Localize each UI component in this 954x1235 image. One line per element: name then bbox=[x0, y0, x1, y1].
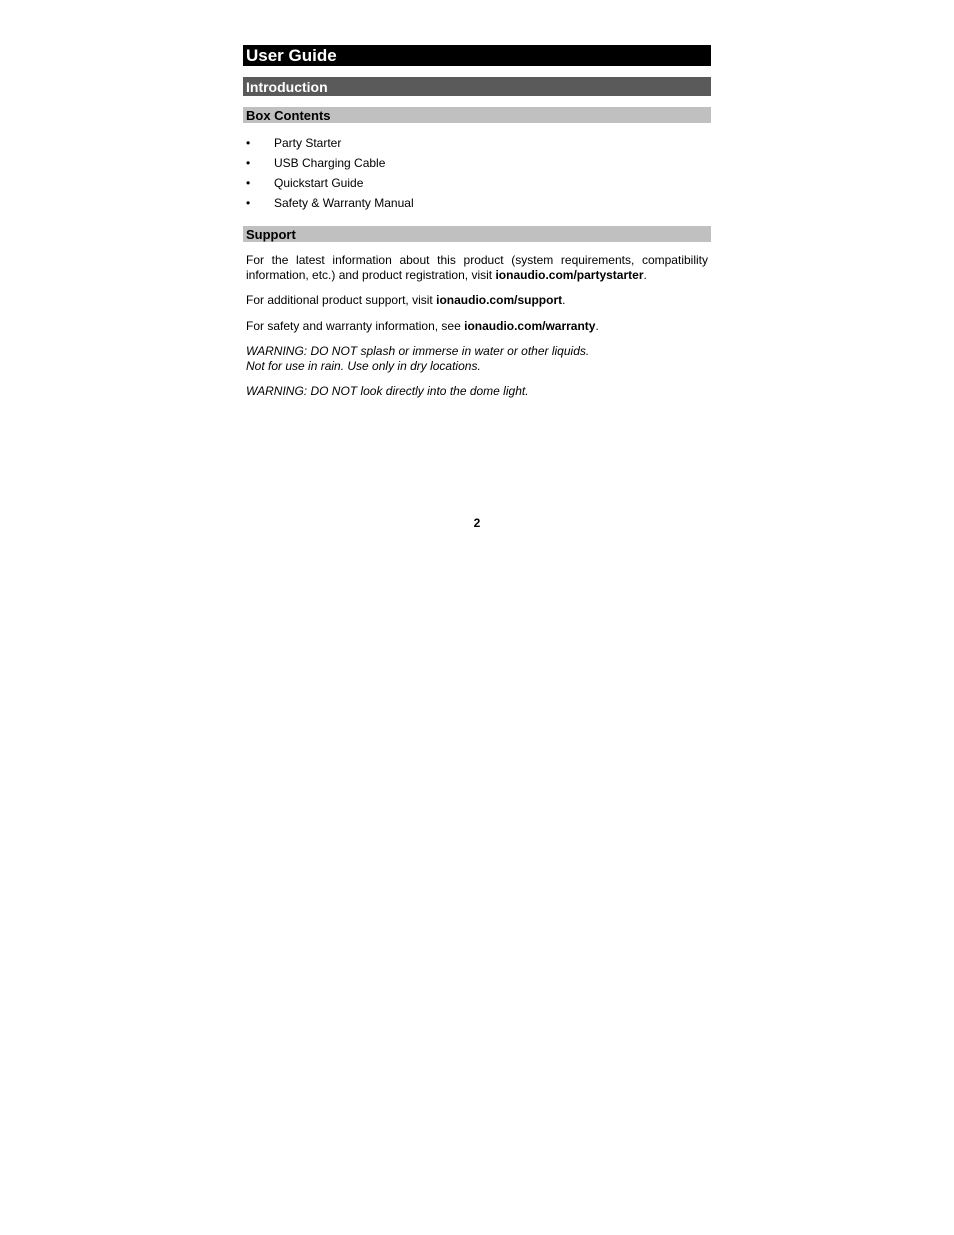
support-paragraph-warranty bbox=[243, 319, 711, 334]
subheading-box-contents: Box Contents bbox=[243, 107, 711, 123]
bullet-icon: • bbox=[246, 136, 251, 150]
list-item bbox=[243, 153, 711, 173]
warning-water-line2: Not for use in rain. Use only in dry locations. bbox=[246, 359, 481, 373]
document-title: User Guide bbox=[243, 45, 711, 66]
period: . bbox=[643, 268, 647, 282]
support-paragraph-info bbox=[243, 253, 711, 283]
list-item-label: Quickstart Guide bbox=[274, 176, 364, 190]
subheading-support: Support bbox=[243, 226, 711, 242]
warranty-link[interactable]: ionaudio.com/warranty bbox=[464, 319, 596, 333]
warning-light: WARNING: DO NOT look directly into the dome light. bbox=[246, 384, 529, 398]
support-warranty-text: For safety and warranty information, see bbox=[246, 319, 465, 333]
partystarter-link[interactable]: ionaudio.com/partystarter bbox=[495, 268, 644, 282]
bullet-icon: • bbox=[246, 156, 251, 170]
page-number: 2 bbox=[473, 516, 481, 530]
support-link[interactable]: ionaudio.com/support bbox=[436, 293, 563, 307]
support-info-text: For the latest information about this product (system requirements, compatibility information, etc.) and product registration, visit bbox=[246, 253, 708, 282]
support-product-text: For additional product support, visit bbox=[246, 293, 437, 307]
warning-water-line1: WARNING: DO NOT splash or immerse in water or other liquids. bbox=[246, 344, 590, 358]
support-paragraph-product bbox=[243, 293, 711, 308]
warning-water bbox=[243, 344, 711, 374]
bullet-icon: • bbox=[246, 196, 251, 210]
section-heading-introduction: Introduction bbox=[243, 77, 711, 96]
list-item bbox=[243, 173, 711, 193]
list-item bbox=[243, 193, 711, 213]
bullet-icon: • bbox=[246, 176, 251, 190]
list-item-label: USB Charging Cable bbox=[274, 156, 386, 170]
period: . bbox=[562, 293, 566, 307]
box-contents-list bbox=[243, 133, 711, 213]
list-item bbox=[243, 133, 711, 153]
document-page bbox=[243, 45, 711, 399]
period: . bbox=[595, 319, 599, 333]
list-item-label: Party Starter bbox=[274, 136, 342, 150]
list-item-label: Safety & Warranty Manual bbox=[274, 196, 414, 210]
